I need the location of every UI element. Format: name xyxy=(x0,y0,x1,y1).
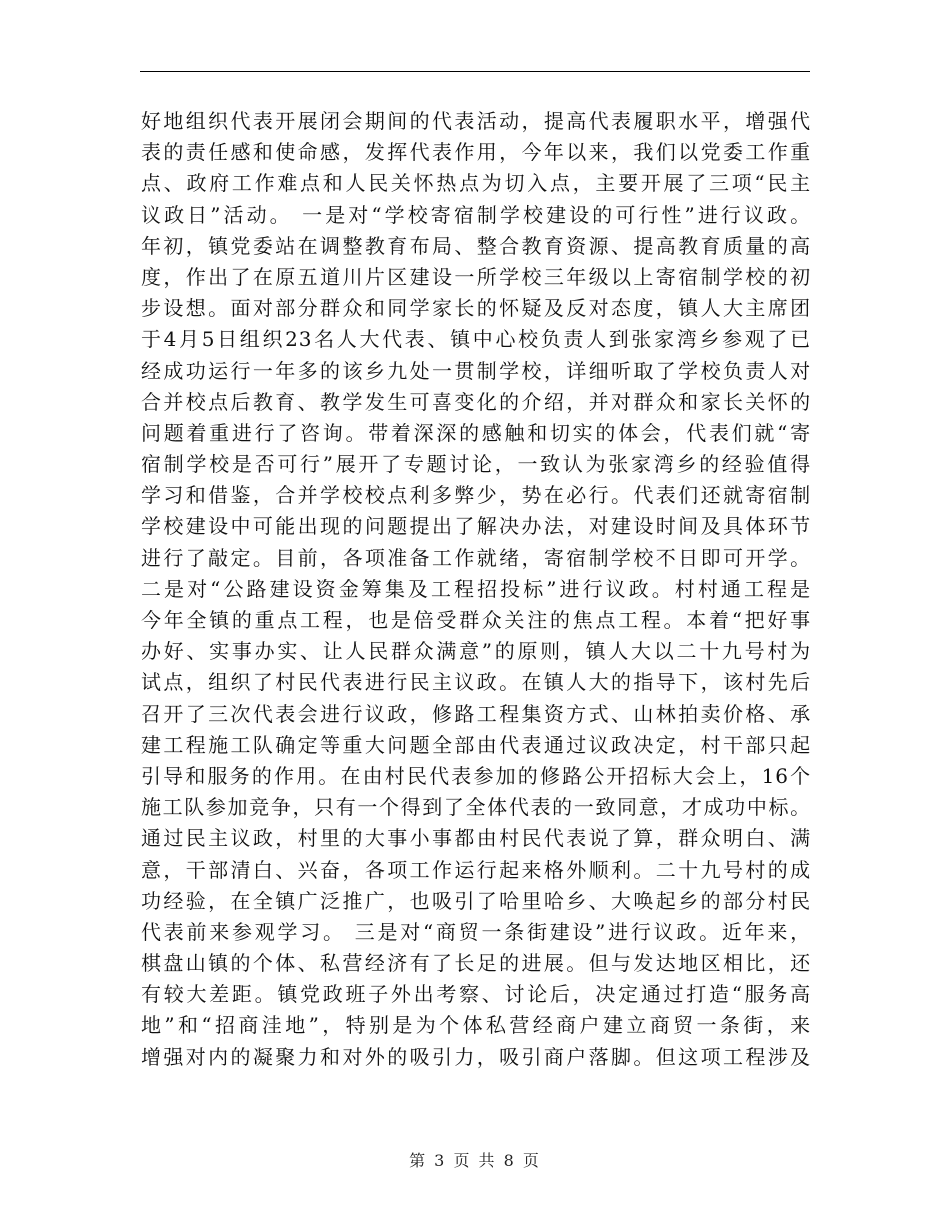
header-rule xyxy=(140,71,810,72)
body-line: 进行了敲定。目前，各项准备工作就绪，寄宿制学校不日即可开学。 xyxy=(141,545,811,570)
body-line: 宿制学校是否可行”展开了专题讨论，一致认为张家湾乡的经验值得 xyxy=(141,452,811,477)
page-number: 第 3 页 共 8 页 xyxy=(409,1151,541,1170)
body-line: 增强对内的凝聚力和对外的吸引力，吸引商户落脚。但这项工程涉及 xyxy=(141,1044,811,1069)
body-line: 度，作出了在原五道川片区建设一所学校三年级以上寄宿制学校的初 xyxy=(141,264,811,289)
body-line: 经成功运行一年多的该乡九处一贯制学校，详细听取了学校负责人对 xyxy=(141,358,811,383)
body-line: 棋盘山镇的个体、私营经济有了长足的进展。但与发达地区相比，还 xyxy=(141,951,811,976)
body-line: 地”和“招商洼地”，特别是为个体私营经商户建立商贸一条街，来 xyxy=(141,1013,811,1038)
body-line: 召开了三次代表会进行议政，修路工程集资方式、山林拍卖价格、承 xyxy=(141,701,811,726)
body-line: 通过民主议政，村里的大事小事都由村民代表说了算，群众明白、满 xyxy=(141,826,811,851)
body-line: 表的责任感和使命感，发挥代表作用，今年以来，我们以党委工作重 xyxy=(141,140,811,165)
document-body xyxy=(141,106,811,1073)
body-line: 议政日”活动。 一是对“学校寄宿制学校建设的可行性”进行议政。 xyxy=(141,202,811,227)
body-line: 学习和借鉴，合并学校校点利多弊少，势在必行。代表们还就寄宿制 xyxy=(141,483,811,508)
body-line: 问题着重进行了咨询。带着深深的感触和切实的体会，代表们就“寄 xyxy=(141,420,811,445)
body-line: 意，干部清白、兴奋，各项工作运行起来格外顺利。二十九号村的成 xyxy=(141,857,811,882)
body-line: 有较大差距。镇党政班子外出考察、讨论后，决定通过打造“服务高 xyxy=(141,982,811,1007)
body-line: 今年全镇的重点工程，也是倍受群众关注的焦点工程。本着“把好事 xyxy=(141,608,811,632)
body-line: 二是对“公路建设资金筹集及工程招投标”进行议政。村村通工程是 xyxy=(141,576,811,601)
body-line: 学校建设中可能出现的问题提出了解决办法，对建设时间及具体环节 xyxy=(141,514,811,539)
body-line: 合并校点后教育、教学发生可喜变化的介绍，并对群众和家长关怀的 xyxy=(141,389,811,414)
body-line: 试点，组织了村民代表进行民主议政。在镇人大的指导下，该村先后 xyxy=(141,670,811,695)
body-line: 年初，镇党委站在调整教育布局、整合教育资源、提高教育质量的高 xyxy=(141,233,811,258)
body-line: 功经验，在全镇广泛推广，也吸引了哈里哈乡、大唤起乡的部分村民 xyxy=(141,888,811,913)
body-line: 施工队参加竞争，只有一个得到了全体代表的一致同意，才成功中标。 xyxy=(141,795,811,820)
body-line: 好地组织代表开展闭会期间的代表活动，提高代表履职水平，增强代 xyxy=(141,109,811,133)
body-line: 步设想。面对部分群众和同学家长的怀疑及反对态度，镇人大主席团 xyxy=(141,296,811,321)
body-line: 办好、实事办实、让人民群众满意”的原则，镇人大以二十九号村为 xyxy=(141,639,811,664)
body-line: 代表前来参观学习。 三是对“商贸一条街建设”进行议政。近年来， xyxy=(141,919,811,944)
body-line: 于4月5日组织23名人大代表、镇中心校负责人到张家湾乡参观了已 xyxy=(141,327,811,352)
body-line: 建工程施工队确定等重大问题全部由代表通过议政决定，村干部只起 xyxy=(141,732,811,757)
body-line: 点、政府工作难点和人民关怀热点为切入点，主要开展了三项“民主 xyxy=(141,171,811,196)
body-line: 引导和服务的作用。在由村民代表参加的修路公开招标大会上，16个 xyxy=(141,763,811,788)
